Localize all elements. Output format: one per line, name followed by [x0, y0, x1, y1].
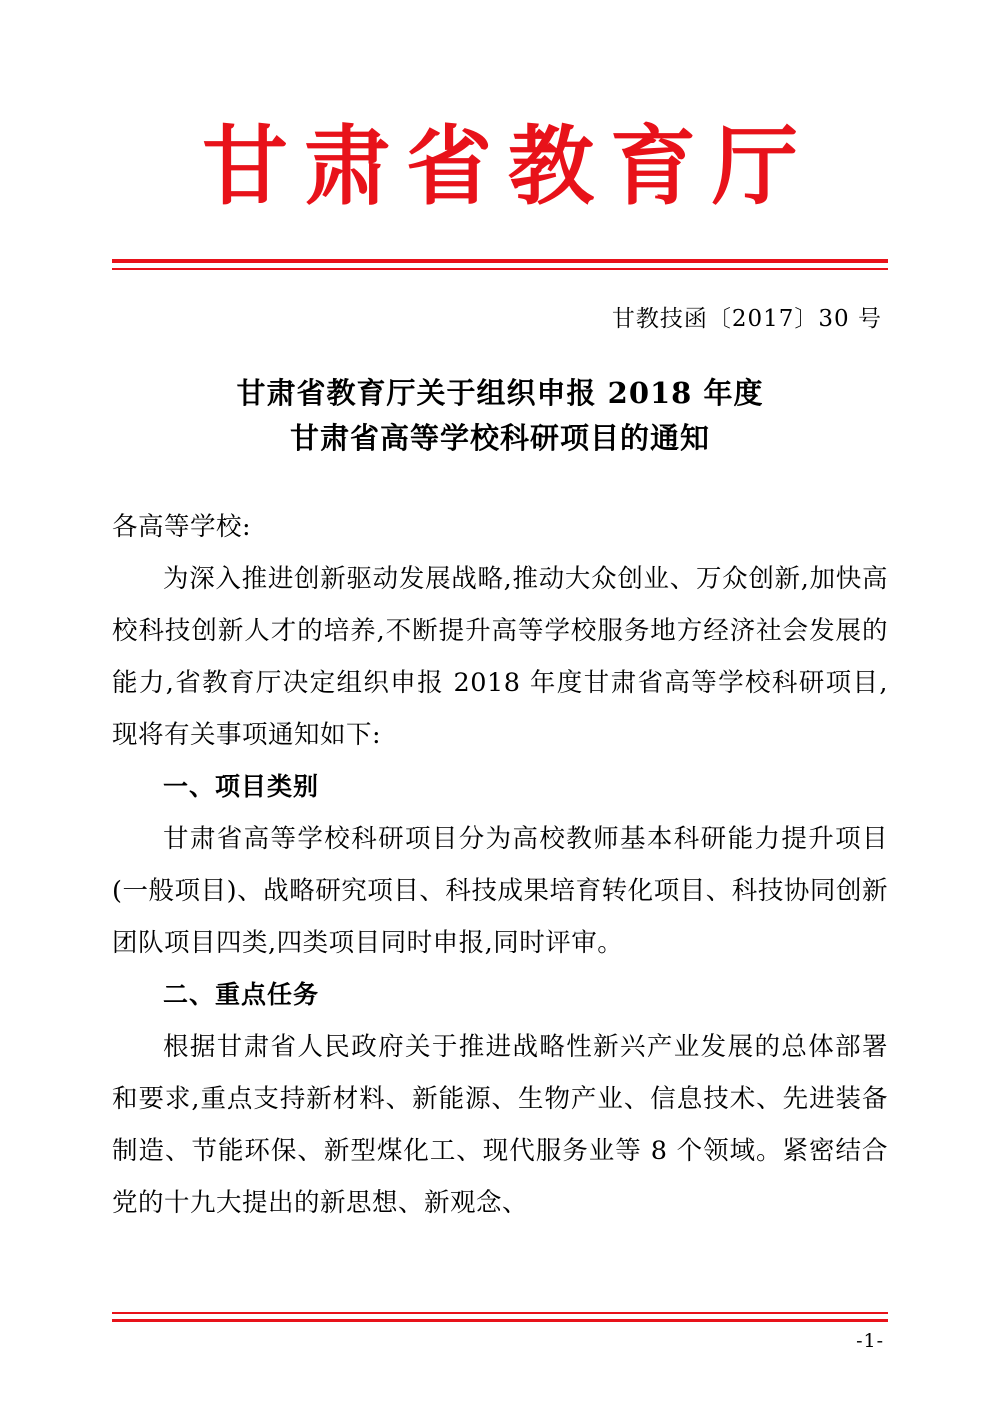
section-1-heading: 一、项目类别 [163, 771, 320, 801]
page-footer [112, 1312, 888, 1352]
document-title-line-1: 甘肃省教育厅关于组织申报 2018 年度 [236, 375, 764, 410]
footer-divider [112, 1312, 888, 1322]
document-number: 甘教技函〔2017〕30 号 [611, 305, 882, 332]
header-divider [112, 259, 888, 270]
section-1-body: 甘肃省高等学校科研项目分为高校教师基本科研能力提升项目(一般项目)、战略研究项目、科技成果培育转化项目、科技协同创新团队项目四类,四类项目同时申报,同时评审。 [112, 823, 888, 958]
footer-rule-thick [112, 1319, 888, 1322]
masthead [112, 0, 888, 217]
section-2-heading: 二、重点任务 [163, 979, 320, 1009]
header-rule-thin [112, 268, 888, 270]
intro-paragraph: 为深入推进创新驱动发展战略,推动大众创业、万众创新,加快高校科技创新人才的培养,不断提升高等学校服务地方经济社会发展的能力,省教育厅决定组织申报 2018 年度甘肃省高等学校科研项目,现将有关事项通知如下: [112, 563, 888, 750]
document-title [112, 371, 888, 461]
page-number: -1- [856, 1330, 884, 1352]
masthead-title: 甘肃省教育厅 [202, 116, 814, 217]
salutation: 各高等学校: [112, 511, 252, 542]
section-2-body: 根据甘肃省人民政府关于推进战略性新兴产业发展的总体部署和要求,重点支持新材料、新能源、生物产业、信息技术、先进装备制造、节能环保、新型煤化工、现代服务业等 8 个领域。紧密结合党的十九大提出的新思想、新观念、 [112, 1031, 888, 1218]
document-body [112, 501, 888, 1229]
document-title-line-2: 甘肃省高等学校科研项目的通知 [289, 420, 710, 455]
